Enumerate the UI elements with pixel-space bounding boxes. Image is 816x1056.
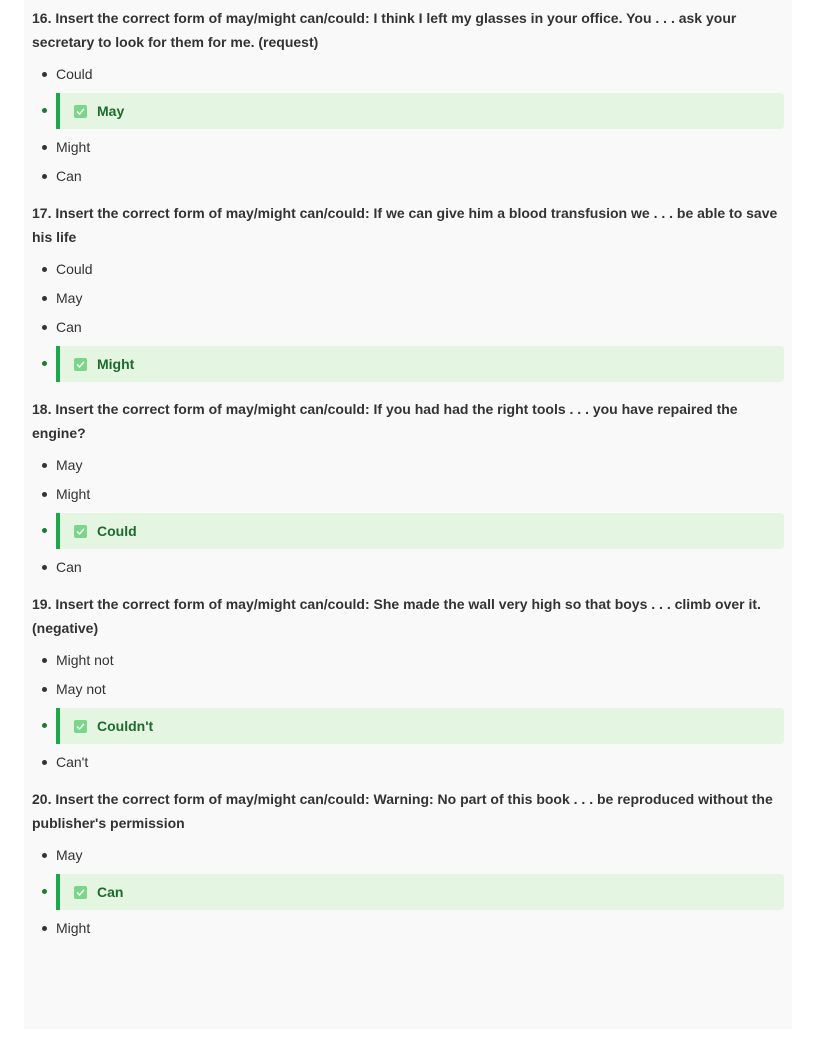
question-20 xyxy=(32,787,784,938)
option-label: Might not xyxy=(56,652,114,668)
correct-answer-box xyxy=(56,874,784,910)
option-item xyxy=(32,137,784,157)
question-16 xyxy=(32,6,784,186)
correct-answer-box xyxy=(56,513,784,549)
quiz-page xyxy=(24,0,792,1029)
correct-answer-label: Might xyxy=(97,356,135,372)
option-item xyxy=(32,650,784,670)
option-item xyxy=(32,484,784,504)
option-list xyxy=(32,259,784,382)
option-item xyxy=(32,557,784,577)
option-item-correct xyxy=(32,513,784,549)
option-item-correct xyxy=(32,874,784,910)
option-label: Could xyxy=(56,66,93,82)
option-item xyxy=(32,64,784,84)
option-label: Can xyxy=(56,168,82,184)
question-17 xyxy=(32,201,784,382)
question-title: 16. Insert the correct form of may/might can/could: I think I left my glasses in your office. You . . . ask your secretary to look for them for me. (request) xyxy=(32,10,737,50)
option-item-correct xyxy=(32,93,784,129)
check-square-icon xyxy=(74,105,87,118)
check-square-icon xyxy=(74,525,87,538)
option-label: May xyxy=(56,290,83,306)
option-item xyxy=(32,317,784,337)
option-list xyxy=(32,845,784,938)
option-label: Might xyxy=(56,139,91,155)
question-18 xyxy=(32,397,784,577)
option-item xyxy=(32,288,784,308)
option-item xyxy=(32,752,784,772)
question-19 xyxy=(32,592,784,772)
option-label: May not xyxy=(56,681,106,697)
option-label: Can't xyxy=(56,754,89,770)
question-title: 19. Insert the correct form of may/might can/could: She made the wall very high so that boys . . . climb over it. (negative) xyxy=(32,596,761,636)
check-square-icon xyxy=(74,358,87,371)
correct-answer-box xyxy=(56,346,784,382)
correct-answer-label: Could xyxy=(97,523,137,539)
option-list xyxy=(32,64,784,186)
option-item-correct xyxy=(32,346,784,382)
option-item-correct xyxy=(32,708,784,744)
option-label: Can xyxy=(56,319,82,335)
option-label: Might xyxy=(56,486,91,502)
question-title: 17. Insert the correct form of may/might can/could: If we can give him a blood transfusion we . . . be able to save his life xyxy=(32,205,778,245)
option-list xyxy=(32,455,784,577)
option-label: Can xyxy=(56,559,82,575)
option-label: May xyxy=(56,847,83,863)
option-item xyxy=(32,166,784,186)
option-list xyxy=(32,650,784,772)
option-item xyxy=(32,918,784,938)
option-item xyxy=(32,679,784,699)
correct-answer-label: Couldn't xyxy=(97,718,154,734)
check-square-icon xyxy=(74,720,87,733)
option-label: Might xyxy=(56,920,91,936)
correct-answer-label: Can xyxy=(97,884,124,900)
correct-answer-box xyxy=(56,708,784,744)
option-label: May xyxy=(56,457,83,473)
check-square-icon xyxy=(74,886,87,899)
option-label: Could xyxy=(56,261,93,277)
option-item xyxy=(32,455,784,475)
correct-answer-label: May xyxy=(97,103,125,119)
correct-answer-box xyxy=(56,93,784,129)
question-title: 20. Insert the correct form of may/might can/could: Warning: No part of this book . . . be reproduced without the publisher's permission xyxy=(32,791,773,831)
option-item xyxy=(32,259,784,279)
question-title: 18. Insert the correct form of may/might can/could: If you had had the right tools . . . you have repaired the engine? xyxy=(32,401,738,441)
option-item xyxy=(32,845,784,865)
